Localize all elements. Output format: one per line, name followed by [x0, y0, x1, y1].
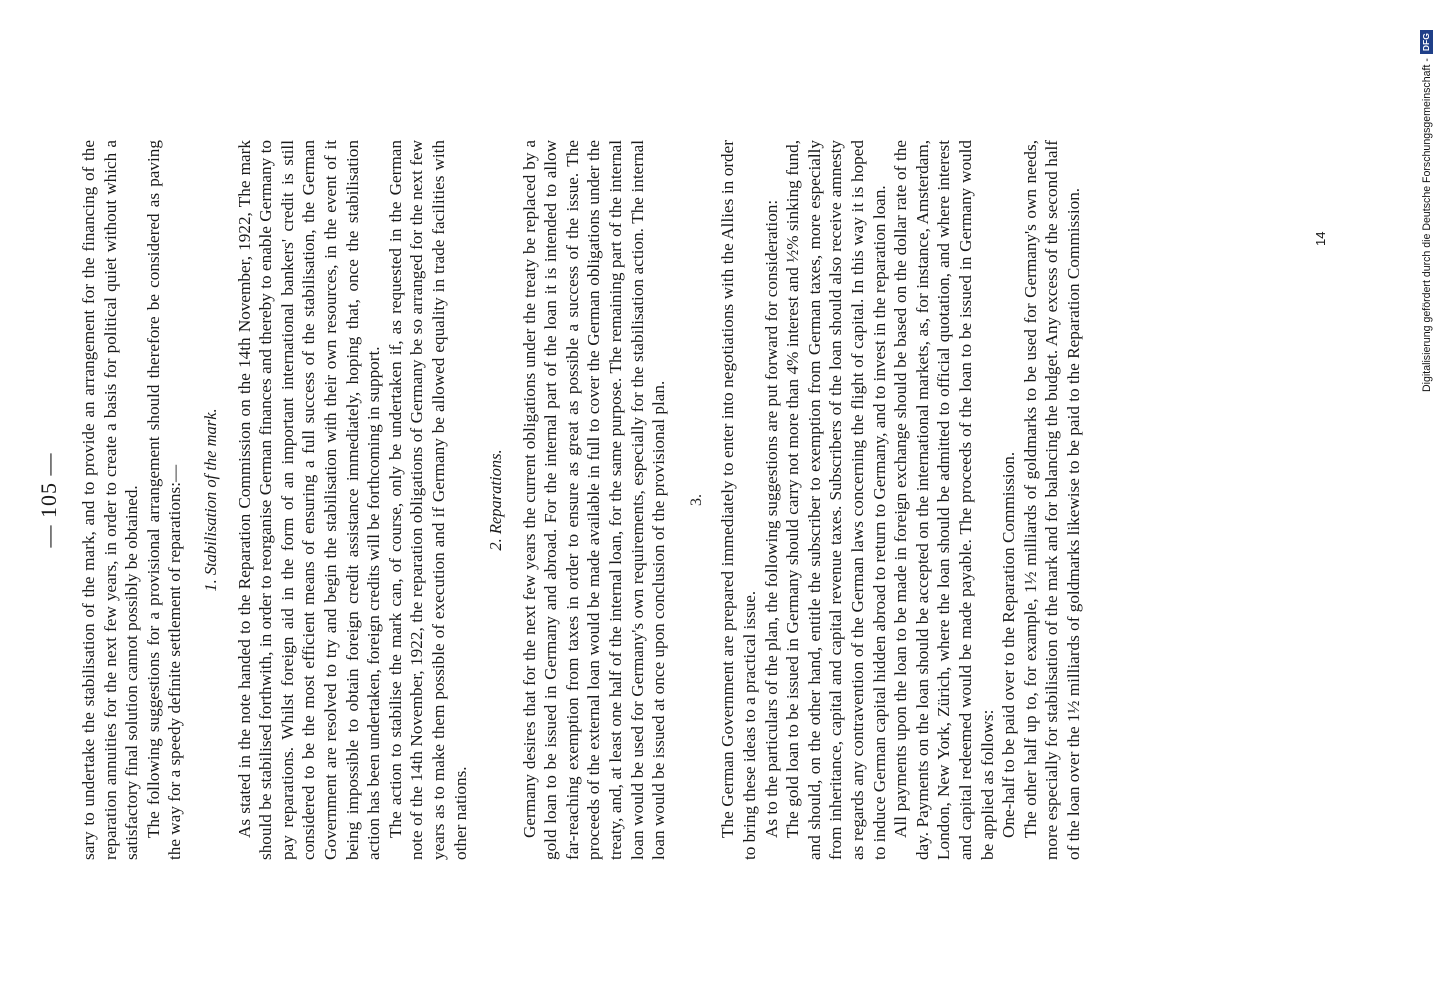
section-3-paragraph-2: As to the particulars of the plan, the following suggestions are put forward for consideration:	[761, 199, 781, 838]
intro-paragraph-2: The following suggestions for a provisional arrangement should therefore be considered as paving the way for a speedy definite settlement of reparations:—	[143, 140, 185, 860]
section-2-heading: 2. Reparations.	[486, 449, 506, 551]
section-3-paragraph-3: The gold loan to be issued in Germany should carry not more than 4% interest and ½% sinking fund, and should, on the other hand, entitle the subscriber to exemption from German taxes, more especially from inheritance, capital and capital revenue taxes. Subscribers of the loan should also receive amnesty as regards any contravention of the German laws concerning the flight of capital. In this way it is hoped to induce German capital hidden abroad to return to Germany, and to invest in the reparation loan.	[783, 140, 889, 860]
section-1-paragraph-2: The action to stabilise the mark can, of course, only be undertaken if, as requested in the German note of the 14th November, 1922, the reparation obligations of Germany be so arranged for the next few years as to make them possible of execution and if Germany be allowed equality in trade facilities with other nations.	[385, 140, 470, 860]
section-3-paragraph-5: One-half to be paid over to the Reparation Commission.	[999, 451, 1019, 838]
section-3-heading: 3.	[687, 494, 705, 506]
dfg-logo: DFG	[1420, 30, 1433, 54]
section-3-paragraph-1: The German Government are prepared immediately to enter into negotiations with the Allies in order to bring these ideas to a practical issue.	[718, 140, 760, 860]
rotated-document-page	[36, 140, 1260, 860]
digitisation-note	[1420, 30, 1433, 392]
section-1-heading: 1. Stabilisation of the mark.	[200, 408, 220, 592]
section-3-paragraph-4: All payments upon the loan to be made in foreign exchange should be based on the dollar rate of the day. Payments on the loan should be accepted on the international markets, as, for instance, Amsterdam, London, New York, Zürich, where the loan should be admitted to official quotation, and where interest and capital redeemed would be made payable. The proceeds of the loan to be issued in Germany would be applied as follows:	[891, 140, 997, 860]
section-2-paragraph-1: Germany desires that for the next few years the current obligations under the treaty be replaced by a gold loan to be issued in Germany and abroad. For the internal part of the loan it is intended to allow far-reaching exemption from taxes in order to ensure as great as possible a success of the issue. The proceeds of the external loan would be made available in full to cover the German obligations under the treaty, and, at least one half of the internal loan, for the same purpose. The remaining part of the internal loan would be used for Germany's own requirements, especially for the stabilisation action. The internal loan would be issued at once upon conclusion of the provisional plan.	[519, 140, 669, 860]
page-number: — 105 —	[36, 452, 61, 548]
intro-paragraph-1: sary to undertake the stabilisation of the mark, and to provide an arrangement for the financing of the reparation annuities for the next few years, in order to create a basis for political quiet without which a satisfactory final solution cannot possibly be obtained.	[79, 140, 142, 860]
digitisation-note-text: Digitalisierung gefördert durch die Deutsche Forschungsgemeinschaft -	[1420, 58, 1433, 392]
section-1-paragraph-1: As stated in the note handed to the Reparation Commission on the 14th November, 1922, The mark should be stabilised forthwith, in order to reorganise German finances and thereby to enable Germany to pay reparations. Whilst foreign aid in the form of an important international bankers' credit is still considered to be the most efficient means of ensuring a full success of the stabilisation, the German Government are resolved to try and begin the stabilisation with their own resources, in the event of it being impossible to obtain foreign credit assistance immediately, hoping that, once the stabilisation action has been undertaken, foreign credits will be forthcoming in support.	[234, 140, 384, 860]
section-3-paragraph-6: The other half up to, for example, 1½ milliards of goldmarks to be used for Germany's own needs, more especially for stabilisation of the mark and for balancing the budget. Any excess of the second half of the loan over the 1½ milliards of goldmarks likewise to be paid to the Reparation Commission.	[1020, 140, 1083, 860]
signature-mark: 14	[1313, 231, 1328, 246]
